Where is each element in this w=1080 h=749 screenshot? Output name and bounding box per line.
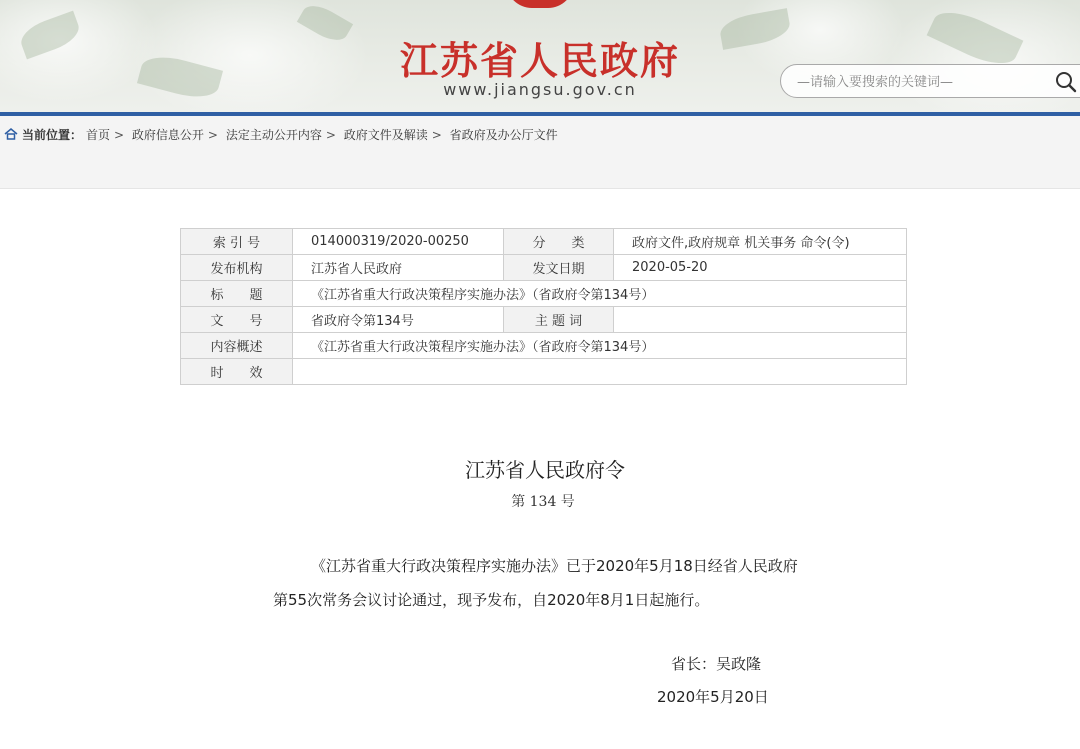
meta-key-doc-number: 文 号 xyxy=(181,307,293,333)
breadcrumb-item-gov-docs[interactable]: 政府文件及解读 xyxy=(343,128,428,142)
meta-value-issue-date: 2020-05-20 xyxy=(614,255,907,281)
breadcrumb-separator: > xyxy=(114,128,125,142)
breadcrumb-item-home[interactable]: 首页 xyxy=(86,128,111,142)
meta-key-publisher: 发布机构 xyxy=(181,255,293,281)
site-title[interactable]: 江苏省人民政府 xyxy=(399,38,680,83)
document-meta-table xyxy=(180,228,907,385)
meta-value-index: 014000319/2020-00250 xyxy=(293,229,504,255)
location-home-icon xyxy=(4,127,18,141)
meta-value-keywords xyxy=(614,307,907,333)
meta-value-category: 政府文件,政府规章 机关事务 命令(令) xyxy=(614,229,907,255)
search-icon xyxy=(1053,69,1079,95)
meta-key-category: 分 类 xyxy=(504,229,614,255)
search-button[interactable] xyxy=(1053,69,1079,95)
meta-key-index: 索 引 号 xyxy=(181,229,293,255)
meta-value-summary: 《江苏省重大行政决策程序实施办法》（省政府令第134号） xyxy=(293,333,907,359)
document-paragraph-1: 《江苏省重大行政决策程序实施办法》已于2020年5月18日经省人民政府 xyxy=(311,557,798,575)
breadcrumb-separator: > xyxy=(325,128,336,142)
site-url: www.jiangsu.gov.cn xyxy=(443,80,637,99)
breadcrumb-item-statutory[interactable]: 法定主动公开内容 xyxy=(225,128,322,142)
meta-row xyxy=(181,333,907,359)
search-box xyxy=(780,64,1080,98)
breadcrumb xyxy=(0,116,1080,152)
search-input[interactable] xyxy=(795,71,1049,93)
meta-row xyxy=(181,281,907,307)
meta-row xyxy=(181,307,907,333)
meta-value-validity xyxy=(293,359,907,385)
site-header xyxy=(0,0,1080,112)
breadcrumb-separator: > xyxy=(207,128,218,142)
meta-key-issue-date: 发文日期 xyxy=(504,255,614,281)
meta-row xyxy=(181,359,907,385)
national-emblem-icon xyxy=(506,0,574,8)
decorative-leaf xyxy=(927,3,1024,74)
document-date: 2020年5月20日 xyxy=(657,688,769,706)
document-signature: 省长：吴政隆 xyxy=(671,655,762,673)
decorative-leaf xyxy=(718,8,792,50)
meta-key-title: 标 题 xyxy=(181,281,293,307)
meta-value-title: 《江苏省重大行政决策程序实施办法》（省政府令第134号） xyxy=(293,281,907,307)
meta-key-keywords: 主 题 词 xyxy=(504,307,614,333)
decorative-leaf xyxy=(137,50,223,104)
meta-key-summary: 内容概述 xyxy=(181,333,293,359)
meta-row xyxy=(181,255,907,281)
meta-value-doc-number: 省政府令第134号 xyxy=(293,307,504,333)
meta-row xyxy=(181,229,907,255)
breadcrumb-item-province-docs[interactable]: 省政府及办公厅文件 xyxy=(449,128,558,142)
document-paragraph-2: 第55次常务会议讨论通过，现予发布，自2020年8月1日起施行。 xyxy=(273,591,710,609)
document-number: 第 134 号 xyxy=(511,494,575,510)
breadcrumb-label: 当前位置： xyxy=(22,128,83,142)
document-title: 江苏省人民政府令 xyxy=(465,458,625,482)
breadcrumb-separator: > xyxy=(431,128,442,142)
breadcrumb-path xyxy=(86,126,562,143)
meta-value-publisher: 江苏省人民政府 xyxy=(293,255,504,281)
breadcrumb-item-info-public[interactable]: 政府信息公开 xyxy=(131,128,204,142)
content-panel xyxy=(0,188,1080,749)
meta-key-validity: 时 效 xyxy=(181,359,293,385)
decorative-leaf xyxy=(17,11,84,60)
decorative-leaf xyxy=(297,0,353,47)
